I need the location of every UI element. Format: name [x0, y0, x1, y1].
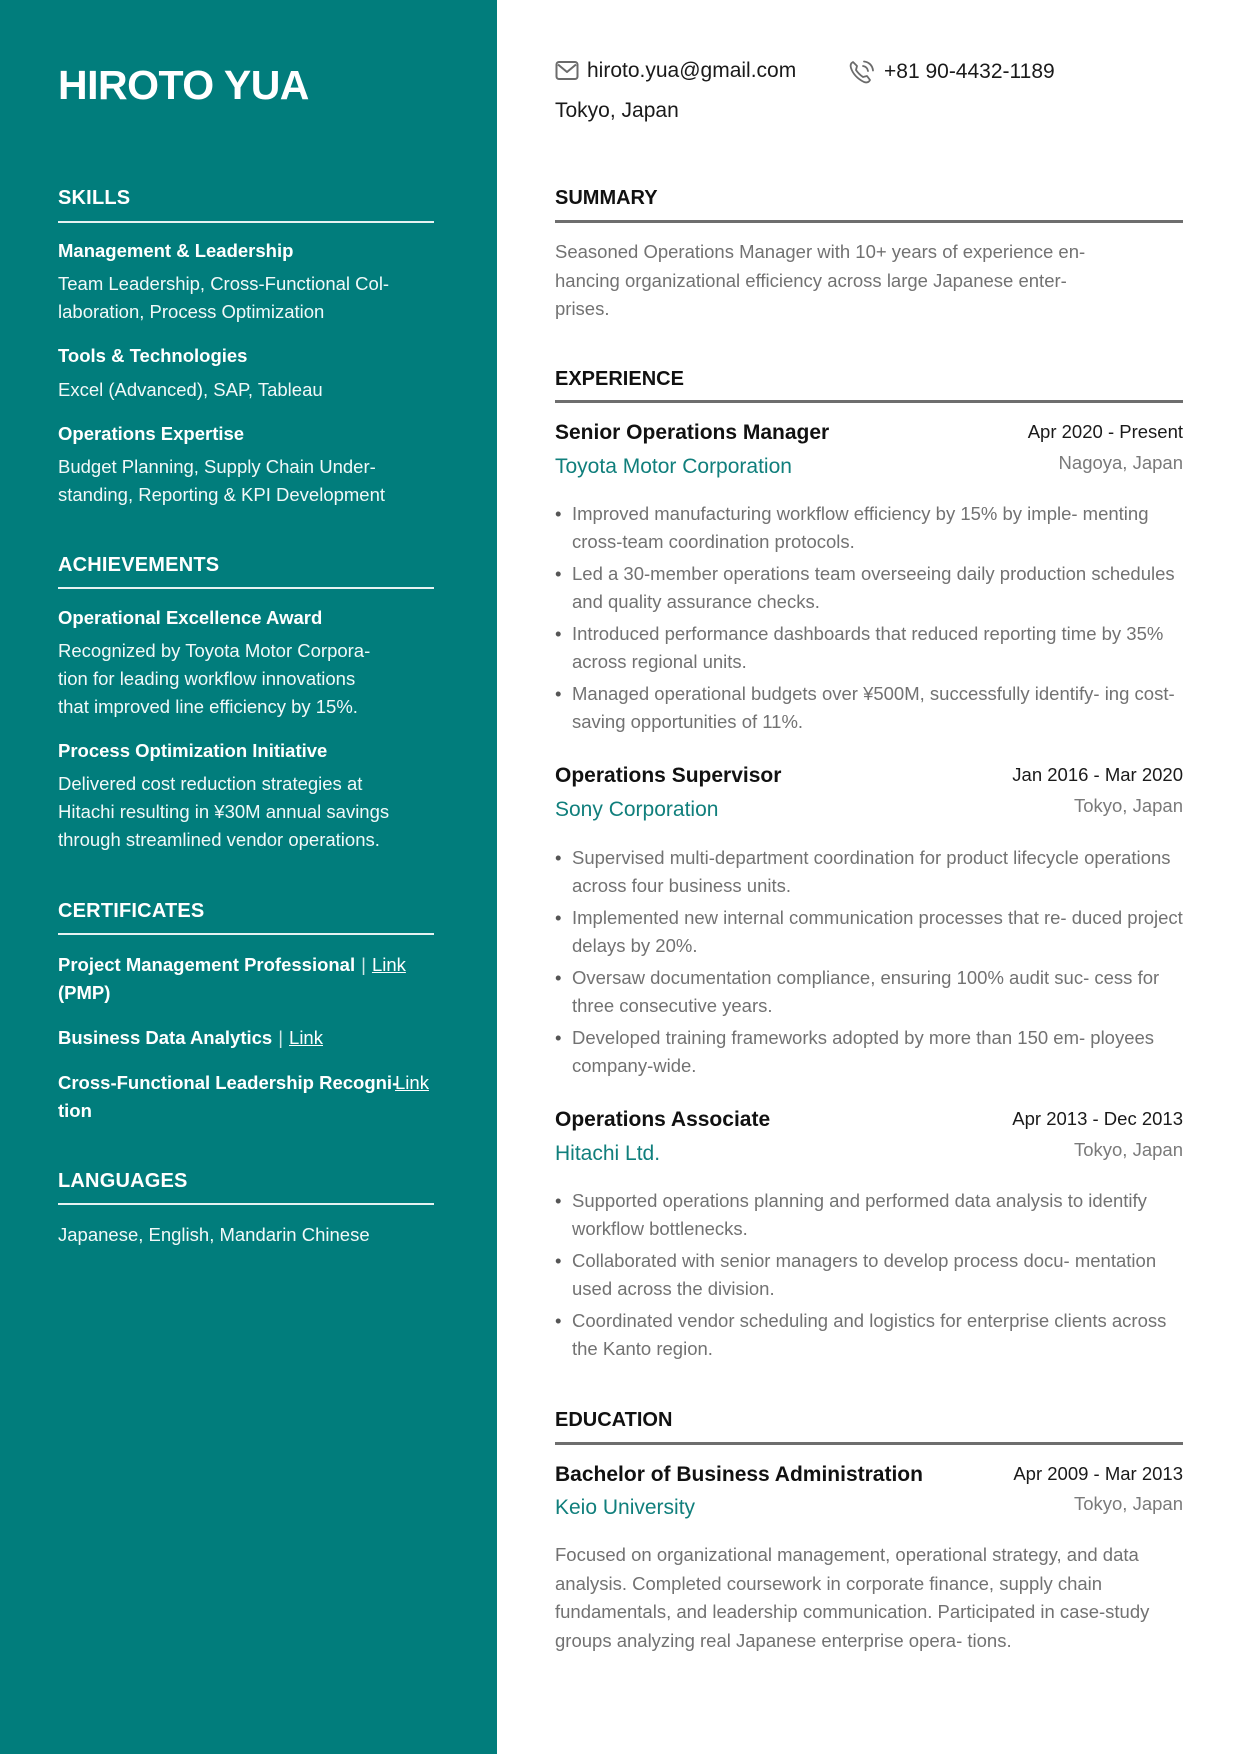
summary-text — [555, 238, 1183, 324]
experience-divider — [555, 400, 1183, 403]
education-dates: Apr 2009 - Mar 2013 — [1013, 1463, 1183, 1484]
education-divider — [555, 1442, 1183, 1445]
job-bullets — [555, 500, 1185, 740]
summary-line: Seasoned Operations Manager with 10+ years of experience en- — [555, 241, 1086, 262]
certificate-name: Business Data Analytics — [58, 1027, 273, 1048]
contact-phone — [848, 59, 1055, 85]
job-bullet: • Introduced performance dashboards that reduced reporting time by 35% across regional units. — [555, 620, 1185, 676]
contact-email — [555, 59, 796, 83]
envelope-icon — [555, 60, 579, 82]
summary-divider — [555, 220, 1183, 223]
certificate-item — [58, 951, 438, 1007]
candidate-name: HIROTO YUA — [58, 62, 309, 108]
skill-group-text — [58, 270, 438, 326]
certificates-divider — [58, 933, 434, 935]
job-location: Tokyo, Japan — [1073, 795, 1183, 816]
achievement-text — [58, 637, 438, 721]
job-bullet: • Led a 30-member operations team overseeing daily production schedules and quality assurance checks. — [555, 560, 1185, 616]
job-bullets — [555, 844, 1185, 1084]
job-company: Toyota Motor Corporation — [555, 455, 792, 478]
skill-line: Excel (Advanced), SAP, Tableau — [58, 379, 323, 400]
school-name: Keio University — [555, 1496, 696, 1519]
achievement-title: Operational Excellence Award — [58, 607, 323, 628]
skill-line: laboration, Process Optimization — [58, 301, 325, 322]
certificate-separator: | — [361, 954, 366, 975]
certificate-name: Cross-Functional Leadership Recogni- — [58, 1072, 399, 1093]
skill-group-title: Management & Leadership — [58, 240, 294, 261]
job-bullet: • Implemented new internal communication processes that re- duced project delays by 20%. — [555, 904, 1185, 960]
job-title: Operations Associate — [555, 1108, 771, 1131]
job-dates: Jan 2016 - Mar 2020 — [1012, 764, 1183, 785]
phone-number[interactable]: +81 90-4432-1189 — [884, 60, 1055, 83]
job-company: Hitachi Ltd. — [555, 1142, 661, 1165]
achievements-divider — [58, 587, 434, 589]
job-bullet: • Supported operations planning and performed data analysis to identify workflow bottlenecks. — [555, 1187, 1185, 1243]
certificate-item — [58, 1024, 438, 1052]
certificates-heading: CERTIFICATES — [58, 900, 205, 922]
skill-line: standing, Reporting & KPI Development — [58, 484, 386, 505]
job-dates: Apr 2013 - Dec 2013 — [1012, 1108, 1183, 1129]
certificate-link[interactable]: Link — [395, 1072, 429, 1093]
achievement-line: Hitachi resulting in ¥30M annual savings — [58, 801, 390, 822]
job-location: Tokyo, Japan — [1073, 1139, 1183, 1160]
job-company: Sony Corporation — [555, 798, 719, 821]
job-location: Nagoya, Japan — [1058, 452, 1183, 473]
languages-text: Japanese, English, Mandarin Chinese — [58, 1224, 370, 1245]
job-title: Operations Supervisor — [555, 764, 782, 787]
skills-divider — [58, 221, 434, 223]
achievement-line: Delivered cost reduction strategies at — [58, 773, 363, 794]
achievement-title: Process Optimization Initiative — [58, 740, 328, 761]
achievements-heading: ACHIEVEMENTS — [58, 554, 220, 576]
languages-heading: LANGUAGES — [58, 1170, 188, 1192]
certificate-link[interactable]: Link — [371, 954, 406, 975]
skill-group-title: Operations Expertise — [58, 423, 245, 444]
certificate-name-cont: (PMP) — [58, 982, 111, 1003]
summary-line: hancing organizational efficiency across large Japanese enter- — [555, 269, 1067, 291]
job-bullet: • Coordinated vendor scheduling and logistics for enterprise clients across the Kanto region. — [555, 1307, 1185, 1363]
achievement-line: tion for leading workflow innovations — [58, 668, 356, 689]
job-title: Senior Operations Manager — [555, 421, 830, 444]
skill-line: Team Leadership, Cross-Functional Col- — [58, 273, 390, 294]
job-bullet: • Developed training frameworks adopted by more than 150 em- ployees company-wide. — [555, 1024, 1185, 1080]
job-bullets — [555, 1187, 1185, 1367]
contact-location: Tokyo, Japan — [555, 99, 679, 122]
certificate-name-cont: tion — [58, 1100, 92, 1121]
job-bullet: • Oversaw documentation compliance, ensuring 100% audit suc- cess for three consecutive years. — [555, 964, 1185, 1020]
education-location: Tokyo, Japan — [1073, 1493, 1183, 1514]
skill-group-text — [58, 453, 438, 509]
skill-group-title: Tools & Technologies — [58, 345, 248, 366]
certificate-item — [58, 1069, 438, 1125]
certificate-link[interactable]: Link — [289, 1027, 323, 1048]
job-bullet: • Collaborated with senior managers to develop process docu- mentation used across the division. — [555, 1247, 1185, 1303]
phone-icon — [848, 59, 876, 85]
summary-heading: SUMMARY — [555, 187, 658, 209]
degree-title: Bachelor of Business Administration — [555, 1463, 923, 1486]
job-bullet: • Improved manufacturing workflow efficiency by 15% by imple- menting cross-team coordination protocols. — [555, 500, 1185, 556]
certificate-name: Project Management Professional — [58, 954, 356, 975]
skills-heading: SKILLS — [58, 187, 131, 209]
achievement-text — [58, 770, 438, 854]
education-heading: EDUCATION — [555, 1409, 673, 1431]
experience-heading: EXPERIENCE — [555, 368, 684, 390]
email-link[interactable]: hiroto.yua@gmail.com — [587, 59, 797, 82]
job-bullet: • Supervised multi-department coordination for product lifecycle operations across four business units. — [555, 844, 1185, 900]
skill-line: Budget Planning, Supply Chain Under- — [58, 456, 376, 477]
education-description: Focused on organizational management, operational strategy, and data analysis. Completed coursework in corporate finance, supply chain fundamentals, and leadership communication. Participated in case-study groups analyzing real Japanese enterprise opera- tions. — [555, 1544, 1150, 1651]
sidebar — [0, 0, 497, 1754]
achievement-line: through streamlined vendor operations. — [58, 829, 380, 850]
skill-group-text — [58, 376, 438, 404]
job-bullet: • Managed operational budgets over ¥500M, successfully identify- ing cost-saving opportunities of 11%. — [555, 680, 1185, 736]
languages-divider — [58, 1203, 434, 1205]
job-dates: Apr 2020 - Present — [1027, 421, 1183, 442]
achievement-line: that improved line efficiency by 15%. — [58, 696, 358, 717]
summary-line: prises. — [555, 298, 610, 319]
certificate-separator: | — [278, 1027, 284, 1048]
achievement-line: Recognized by Toyota Motor Corpora- — [58, 640, 371, 661]
